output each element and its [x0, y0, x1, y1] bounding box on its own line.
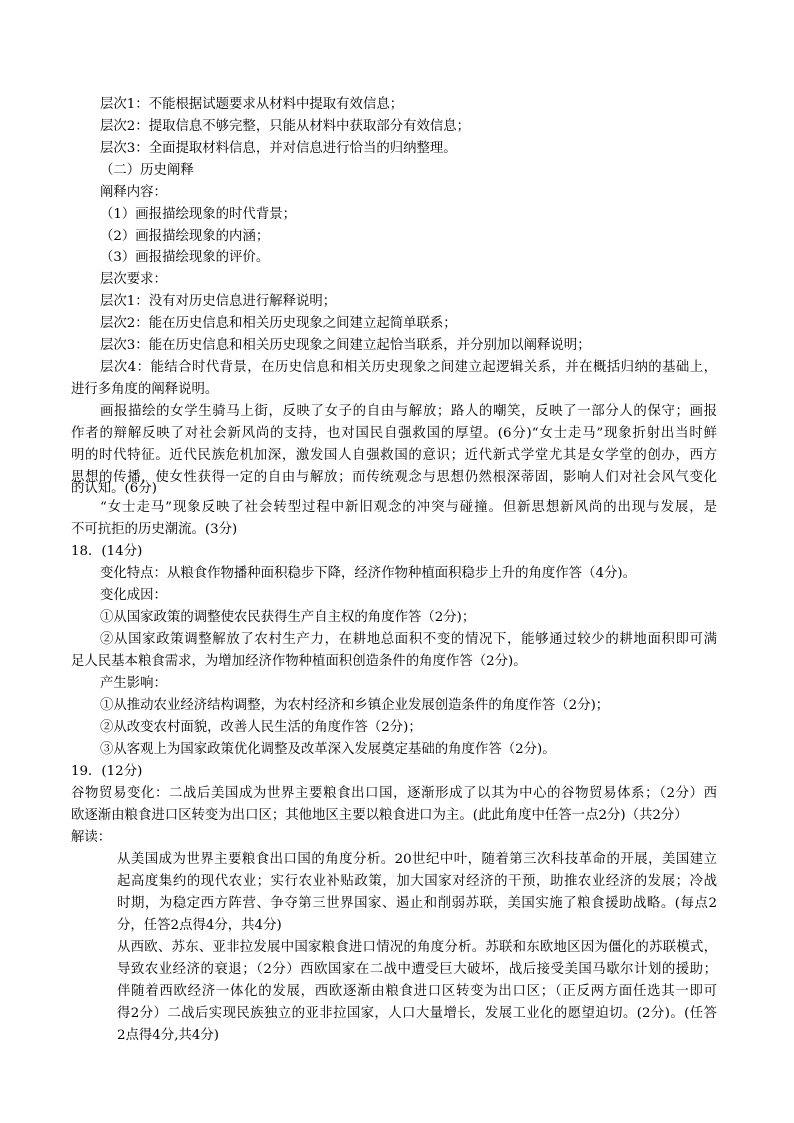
text-line: 层次1：不能根据试题要求从材料中提取有效信息；: [100, 97, 404, 112]
text-line: 分，任答2点得4分，共4分): [117, 918, 282, 933]
text-line: 思想的传播，使女性获得一定的自由与解放；而传统观念与思想仍然根深蒂固，影响人们对社会风气变化: [71, 470, 717, 485]
text-line: 层次2：能在历史信息和相关历史现象之间建立起简单联系；: [100, 316, 457, 331]
text-line: （2）画报描绘现象的内涵；: [100, 229, 270, 244]
text-line: 的认知。(6分): [71, 481, 157, 496]
text-line: 画报描绘的女学生骑马上街，反映了女子的自由与解放；路人的嘲笑，反映了一部分人的保守；画报: [100, 404, 717, 419]
text-line: 变化成因：: [100, 588, 167, 603]
text-line: 阐释内容：: [100, 185, 167, 200]
text-line: 产生影响：: [100, 676, 167, 691]
text-line: 2点得4分,共4分): [117, 1028, 219, 1043]
text-line: 层次要求：: [100, 272, 167, 287]
text-line: ②从国家政策调整解放了农村生产力，在耕地总面积不变的情况下，能够通过较少的耕地面积即可满: [100, 632, 717, 647]
text-line: ①从推动农业经济结构调整，为农村经济和乡镇企业发展创造条件的角度作答（2分)；: [100, 698, 610, 713]
text-line: 变化特点：从粮食作物播种面积稳步下降，经济作物种植面积稳步上升的角度作答（4分)。: [100, 566, 636, 581]
text-line: 导致农业经济的衰退；（2分）西欧国家在二战中遭受巨大破坏，战后接受美国马歇尔计划的援助；: [117, 962, 717, 977]
text-line: 从美国成为世界主要粮食出口国的角度分析。20世纪中叶，随着第三次科技革命的开展，美国建立: [117, 852, 717, 867]
text-line: （1）画报描绘现象的时代背景；: [100, 207, 296, 222]
text-line: 谷物贸易变化：二战后美国成为世界主要粮食出口国，逐渐形成了以其为中心的谷物贸易体系；（2分）西: [71, 786, 717, 801]
text-line: （3）画报描绘现象的评价。: [100, 250, 270, 265]
text-line: 起高度集约的现代农业；实行农业补贴政策，加大国家对经济的干预，助推农业经济的发展；冷战: [117, 874, 717, 889]
text-line: 欧逐渐由粮食进口区转变为出口区；其他地区主要以粮食进口为主。(此此角度中任答一点2分)（共2分）: [71, 808, 688, 823]
section-heading: （二）历史阐释: [100, 163, 194, 178]
text-line: 伴随着西欧经济一体化的发展，西欧逐渐由粮食进口区转变为出口区；（正反两方面任选其一即可: [117, 984, 717, 999]
text-line: 层次4：能结合时代背景，在历史信息和相关历史现象之间建立起逻辑关系，并在概括归纳的基础上，: [100, 360, 717, 375]
text-line: 层次3：全面提取材料信息，并对信息进行恰当的归纳整理。: [100, 141, 457, 156]
text-line: ②从改变农村面貌，改善人民生活的角度作答（2分)；: [100, 720, 422, 735]
text-line: 足人民基本粮食需求，为增加经济作物种植面积创造条件的角度作答（2分)。: [71, 654, 527, 669]
text-line: 进行多角度的阐释说明。: [71, 382, 219, 397]
text-line: 时期，为稳定西方阵营、争夺第三世界国家、遏止和削弱苏联，美国实施了粮食援助战略。(每点2: [117, 896, 717, 911]
question-number: 18．(14分): [71, 544, 143, 559]
text-line: 得2分）二战后实现民族独立的亚非拉国家，人口大量增长，发展工业化的愿望迫切。(2分)。(任答: [117, 1006, 717, 1021]
text-line: 明的时代特征。近代民族危机加深，激发国人自强救国的意识；近代新式学堂尤其是女学堂的创办，西方: [71, 448, 717, 463]
text-line: 作者的辩解反映了对社会新风尚的支持，也对国民自强救国的厚望。(6分)“女士走马”现象折射出当时鲜: [71, 426, 717, 441]
question-number: 19．(12分): [71, 764, 143, 779]
text-line: 层次1：没有对历史信息进行解释说明；: [100, 294, 337, 309]
text-line: 不可抗拒的历史潮流。(3分): [71, 522, 238, 537]
text-line: ①从国家政策的调整使农民获得生产自主权的角度作答（2分)；: [100, 610, 476, 625]
text-line: “女士走马”现象反映了社会转型过程中新旧观念的冲突与碰撞。但新思想新风尚的出现与发展，是: [100, 500, 717, 515]
text-line: ③从客观上为国家政策优化调整及改革深入发展奠定基础的角度作答（2分)。: [100, 742, 556, 757]
text-line: 层次2：提取信息不够完整，只能从材料中获取部分有效信息；: [100, 119, 471, 134]
text-line: 层次3：能在历史信息和相关历史现象之间建立起恰当联系，并分别加以阐释说明；: [100, 338, 591, 353]
text-line: 从西欧、苏东、亚非拉发展中国家粮食进口情况的角度分析。苏联和东欧地区因为僵化的苏联模式，: [117, 940, 717, 955]
text-line: 解读：: [71, 830, 112, 845]
